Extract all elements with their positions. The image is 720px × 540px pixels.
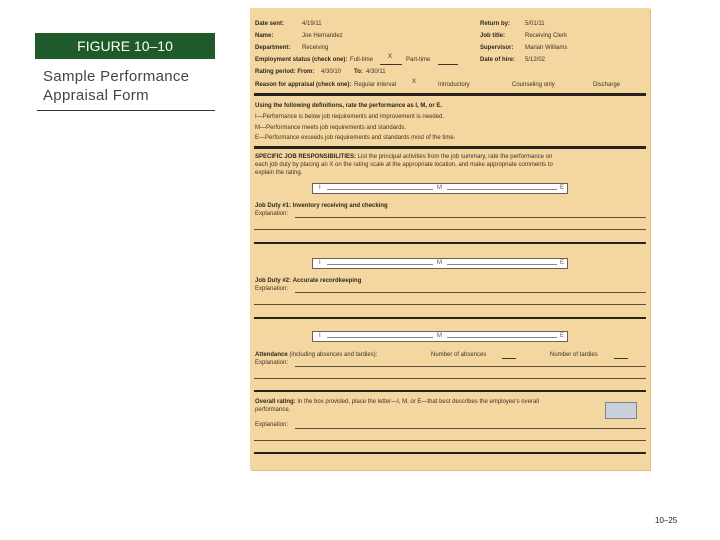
rating-to-label: To: xyxy=(354,69,363,75)
full-time-option: Full-time xyxy=(350,57,374,63)
rating-scale-attendance[interactable] xyxy=(312,331,568,342)
definition-m: M—Performance meets job requirements and standards. xyxy=(255,125,407,131)
explanation-line[interactable] xyxy=(295,428,646,429)
specific-responsibilities-line2: each job duty by placing an X on the rating scale at the appropriate location, and make appropriate comments to xyxy=(255,162,553,168)
job-duty-2-value: Accurate recordkeeping xyxy=(292,278,362,284)
department-label: Department: xyxy=(255,45,291,51)
reason-label: Reason for appraisal (check one): xyxy=(255,82,352,88)
section-divider xyxy=(254,317,646,319)
scale-e-label: E xyxy=(560,333,565,339)
explanation-line[interactable] xyxy=(254,304,646,305)
explanation-line[interactable] xyxy=(254,229,646,230)
specific-responsibilities-line1 xyxy=(255,154,552,160)
full-time-blank xyxy=(380,64,402,65)
date-of-hire-value: 5/12/02 xyxy=(525,57,546,63)
scale-line xyxy=(447,264,557,265)
employment-status-label: Employment status (check one): xyxy=(255,57,348,63)
figure-caption-line1: Sample Performance xyxy=(43,68,190,85)
explanation-line[interactable] xyxy=(254,440,646,441)
specific-responsibilities-text: List the principal activities from the job summary, rate the performance on xyxy=(357,154,553,160)
overall-rating-line1 xyxy=(255,399,539,405)
supervisor-value: Marian Williams xyxy=(525,45,568,51)
overall-rating-box[interactable] xyxy=(605,402,637,419)
page-number: 10–25 xyxy=(655,516,678,525)
attendance-row xyxy=(255,352,377,358)
reason-regular-mark: X xyxy=(412,79,417,85)
job-duty-1 xyxy=(255,203,388,209)
name-value: Joe Hernandez xyxy=(302,33,343,39)
absences-label: Number of absences xyxy=(431,352,487,358)
definition-i: I—Performance is below job requirements and improvement is needed. xyxy=(255,114,445,120)
section-divider xyxy=(254,390,646,392)
attendance-detail: (including absences and tardies): xyxy=(289,352,378,358)
section-divider xyxy=(254,242,646,244)
job-duty-2 xyxy=(255,278,361,284)
figure-label: FIGURE 10–10 xyxy=(35,33,215,59)
supervisor-label: Supervisor: xyxy=(480,45,514,51)
reason-counseling-option: Counseling only xyxy=(512,82,555,88)
rating-period-label: Rating period: From: xyxy=(255,69,315,75)
job-title-label: Job title: xyxy=(480,33,505,39)
job-duty-1-value: Inventory receiving and checking xyxy=(292,203,388,209)
scale-i-label: I xyxy=(319,260,321,266)
tardies-blank[interactable] xyxy=(614,358,628,359)
overall-rating-line2: performance. xyxy=(255,407,291,413)
tardies-label: Number of tardies xyxy=(550,352,598,358)
scale-line xyxy=(447,189,557,190)
explanation-line[interactable] xyxy=(295,217,646,218)
explanation-line[interactable] xyxy=(295,292,646,293)
explanation-line[interactable] xyxy=(295,366,646,367)
reason-discharge-option: Discharge xyxy=(593,82,621,88)
explanation-label: Explanation: xyxy=(255,360,289,366)
part-time-option: Part-time xyxy=(406,57,431,63)
explanation-label: Explanation: xyxy=(255,286,289,292)
full-time-mark: X xyxy=(388,54,393,60)
section-divider xyxy=(254,146,646,149)
name-label: Name: xyxy=(255,33,274,39)
overall-rating-heading: Overall rating: xyxy=(255,399,296,405)
date-of-hire-label: Date of hire: xyxy=(480,57,516,63)
attendance-label: Attendance xyxy=(255,352,288,358)
absences-blank[interactable] xyxy=(502,358,516,359)
reason-introductory-option: Introductory xyxy=(438,82,470,88)
scale-line xyxy=(327,264,433,265)
return-by-value: 5/01/11 xyxy=(525,21,545,27)
scale-m-label: M xyxy=(437,185,442,191)
scale-i-label: I xyxy=(319,185,321,191)
explanation-label: Explanation: xyxy=(255,422,289,428)
job-duty-1-label: Job Duty #1: xyxy=(255,203,292,209)
scale-line xyxy=(447,337,557,338)
explanation-label: Explanation: xyxy=(255,211,289,217)
job-title-value: Receiving Clerk xyxy=(525,33,568,39)
explanation-line[interactable] xyxy=(254,378,646,379)
job-duty-2-label: Job Duty #2: xyxy=(255,278,292,284)
scale-e-label: E xyxy=(560,185,565,191)
overall-rating-text: In the box provided, place the letter—I, M, or E—that best describes the employee's overall xyxy=(297,399,539,405)
figure-caption-line2: Appraisal Form xyxy=(43,87,149,104)
figure-caption xyxy=(43,67,223,105)
specific-responsibilities-heading: SPECIFIC JOB RESPONSIBILITIES: xyxy=(255,154,357,160)
caption-divider xyxy=(37,110,215,111)
scale-e-label: E xyxy=(560,260,565,266)
date-sent-label: Date sent: xyxy=(255,21,285,27)
part-time-blank xyxy=(438,64,458,65)
scale-m-label: M xyxy=(437,260,442,266)
rating-scale-duty2[interactable] xyxy=(312,258,568,269)
section-divider xyxy=(254,93,646,96)
scale-i-label: I xyxy=(319,333,321,339)
scale-line xyxy=(327,337,433,338)
scale-m-label: M xyxy=(437,333,442,339)
reason-regular-option: Regular interval xyxy=(354,82,397,88)
rating-from-value: 4/30/10 xyxy=(321,69,342,75)
date-sent-value: 4/19/11 xyxy=(302,21,322,27)
scale-line xyxy=(327,189,433,190)
specific-responsibilities-line3: explain the rating. xyxy=(255,170,303,176)
section-divider xyxy=(254,452,646,454)
rating-scale-duty1[interactable] xyxy=(312,183,568,194)
definition-e: E—Performance exceeds job requirements and standards most of the time. xyxy=(255,135,456,141)
rating-to-value: 4/30/11 xyxy=(366,69,386,75)
appraisal-form xyxy=(250,8,650,470)
department-value: Receiving xyxy=(302,45,329,51)
return-by-label: Return by: xyxy=(480,21,510,27)
definitions-intro: Using the following definitions, rate the performance as I, M, or E. xyxy=(255,103,443,109)
